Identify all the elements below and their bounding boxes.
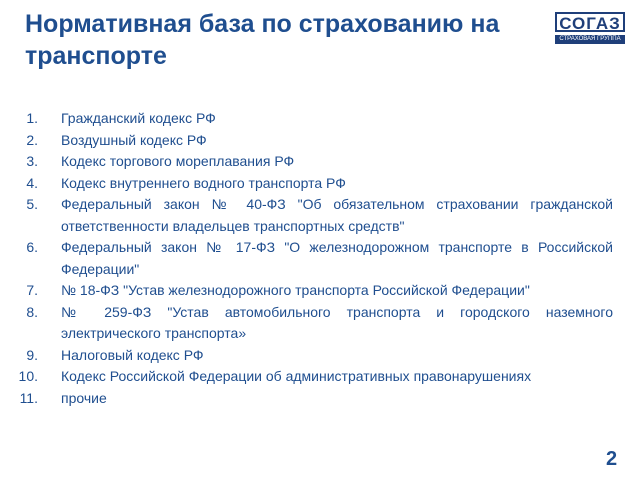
list-item-text: Гражданский кодекс РФ <box>61 110 216 126</box>
list-item-number: 5. <box>26 196 38 212</box>
page-number: 2 <box>606 448 618 470</box>
list-item-number: 1. <box>26 110 38 126</box>
list-item <box>0 345 613 367</box>
list-item-text: Кодекс внутреннего водного транспорта РФ <box>61 174 346 191</box>
list-item <box>0 151 613 173</box>
list-item-number: 2. <box>26 131 38 148</box>
list-item <box>0 194 613 237</box>
list-item-text: Налоговый кодекс РФ <box>61 346 204 363</box>
list-item <box>0 130 613 152</box>
list-item <box>0 302 613 345</box>
list-item-number: 10. <box>18 368 38 384</box>
list-item-text: № 18-ФЗ "Устав железнодорожного транспорта Российской Федерации" <box>61 282 530 298</box>
list-item <box>0 280 613 302</box>
list-item-number: 4. <box>26 174 38 191</box>
list-item-text: Федеральный закон № 17-ФЗ "О железнодорожном транспорте в Российской Федерации" <box>61 239 613 277</box>
list-item-text: Федеральный закон № 40-ФЗ "Об обязательном страховании гражданской ответственности владельцев транспортных средств" <box>61 196 613 234</box>
list-item <box>0 173 613 195</box>
list-item-number: 11. <box>19 389 38 406</box>
list-item-text: Кодекс Российской Федерации об административных правонарушениях <box>61 368 532 384</box>
list-item <box>0 388 613 410</box>
list-item-text: прочие <box>61 389 107 406</box>
list-item-text: № 259-ФЗ "Устав автомобильного транспорта и городского наземного электрического транспорта» <box>61 303 613 341</box>
list-item-number: 7. <box>26 282 38 298</box>
sogaz-logo <box>555 12 625 48</box>
list-item-number: 9. <box>26 346 38 363</box>
list-item-number: 6. <box>26 239 38 255</box>
list-item-text: Кодекс торгового мореплавания РФ <box>61 153 295 169</box>
list-item-number: 3. <box>26 153 38 169</box>
list-item <box>0 237 613 280</box>
slide-title: Нормативная база по страхованию на транспорте <box>25 10 500 70</box>
regulations-list <box>0 108 640 409</box>
list-item <box>0 108 613 130</box>
list-item-number: 8. <box>26 303 38 320</box>
logo-wordmark: СОГАЗ <box>555 12 625 32</box>
list-item <box>0 366 613 388</box>
list-item-text: Воздушный кодекс РФ <box>61 131 207 148</box>
logo-subtitle: СТРАХОВАЯ ГРУППА <box>555 35 625 44</box>
